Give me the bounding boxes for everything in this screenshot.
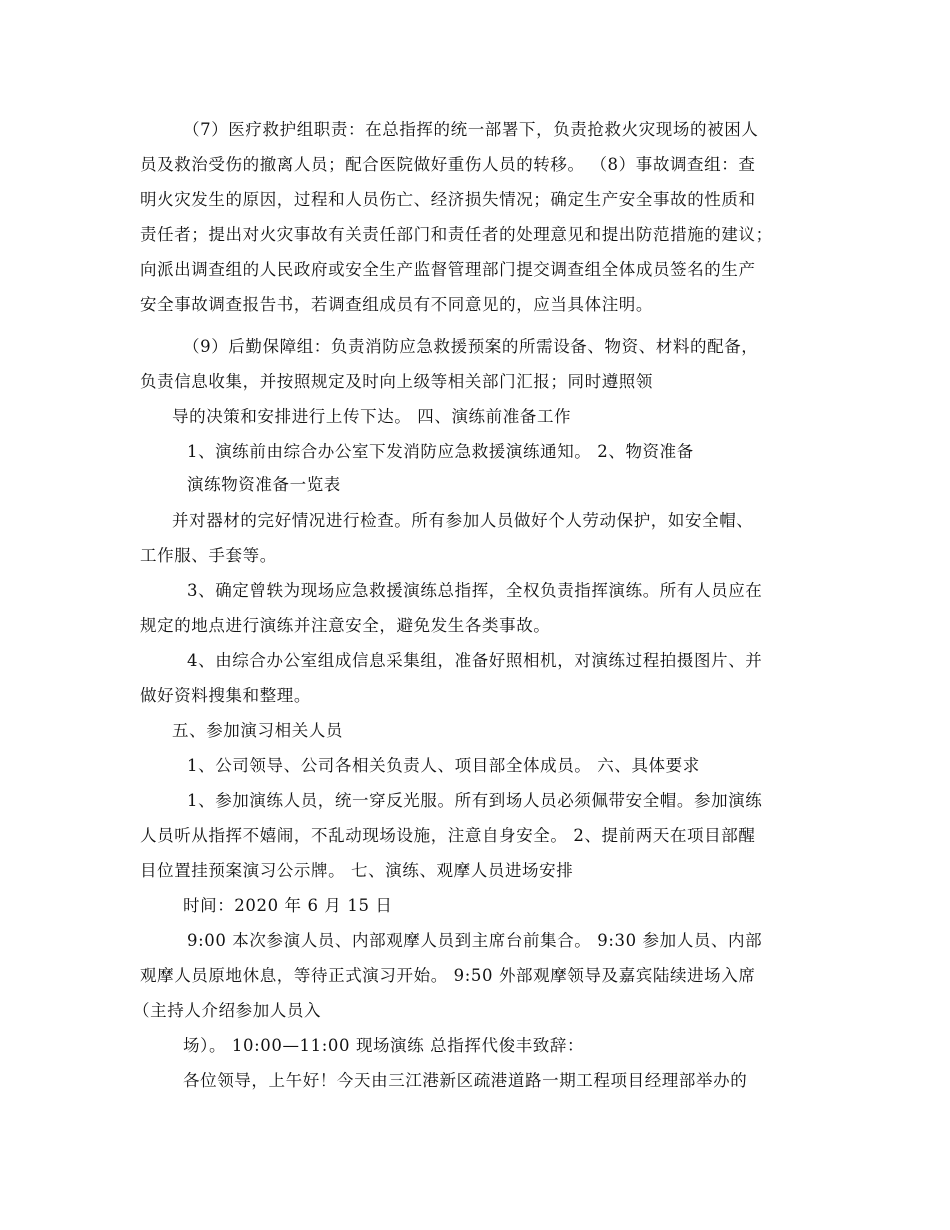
text-line-17: 做好资料搜集和整理。 [140,686,311,705]
text-line-27: 场）。 10:00—11:00 现场演练 总指挥代俊丰致辞： [183,1036,585,1055]
text-line-25: 观摩人员原地休息，等待正式演习开始。 9:50 外部观摩领导及嘉宾陆续进场入席 [140,966,756,985]
text-line-28: 各位领导，上午好！今天由三江港新区疏港道路一期工程项目经理部举办的 [183,1071,748,1090]
text-line-11: 演练物资准备一览表 [187,475,341,494]
text-line-26: （主持人介绍参加人员入 [133,1001,322,1020]
text-line-9: 导的决策和安排进行上传下达。 四、演练前准备工作 [172,407,572,426]
text-line-22: 目位置挂预案演习公示牌。 七、演练、观摩人员进场安排 [140,861,574,880]
text-line-10: 1、演练前由综合办公室下发消防应急救援演练通知。 2、物资准备 [187,442,694,461]
text-line-2: 员及救治受伤的撤离人员；配合医院做好重伤人员的转移。 （8）事故调查组：查 [140,155,756,174]
text-line-23: 时间：2020 年 6 月 15 日 [183,896,393,915]
text-line-20: 1、参加演练人员，统一穿反光服。所有到场人员必须佩带安全帽。参加演练 [187,791,763,810]
text-line-1: （7）医疗救护组职责：在总指挥的统一部署下，负责抢救火灾现场的被困人 [183,120,759,139]
text-line-8: 负责信息收集，并按照规定及时向上级等相关部门汇报；同时遵照领 [140,372,653,391]
text-line-12: 并对器材的完好情况进行检查。所有参加人员做好个人劳动保护，如安全帽、 [172,511,754,530]
text-line-18: 五、参加演习相关人员 [172,721,343,740]
text-line-14: 3、确定曾轶为现场应急救援演练总指挥，全权负责指挥演练。所有人员应在 [187,581,763,600]
text-line-13: 工作服、手套等。 [140,546,277,565]
text-line-21: 人员听从指挥不嬉闹，不乱动现场设施，注意自身安全。 2、提前两天在项目部醒 [140,826,756,845]
text-line-19: 1、公司领导、公司各相关负责人、项目部全体成员。 六、具体要求 [187,756,700,775]
text-line-7: （9）后勤保障组：负责消防应急救援预案的所需设备、物资、材料的配备， [183,337,759,356]
text-line-15: 规定的地点进行演练并注意安全，避免发生各类事故。 [140,616,551,635]
text-line-6: 安全事故调查报告书，若调查组成员有不同意见的，应当具体注明。 [140,295,653,314]
text-line-3: 明火灾发生的原因，过程和人员伤亡、经济损失情况；确定生产安全事故的性质和 [140,190,756,209]
text-line-16: 4、由综合办公室组成信息采集组，准备好照相机，对演练过程拍摄图片、并 [187,651,763,670]
text-line-5: 向派出调查组的人民政府或安全生产监督管理部门提交调查组全体成员签名的生产 [140,260,756,279]
text-line-24: 9:00 本次参演人员、内部观摩人员到主席台前集合。 9:30 参加人员、内部 [187,931,763,950]
text-line-4: 责任者；提出对火灾事故有关责任部门和责任者的处理意见和提出防范措施的建议； [140,225,773,244]
